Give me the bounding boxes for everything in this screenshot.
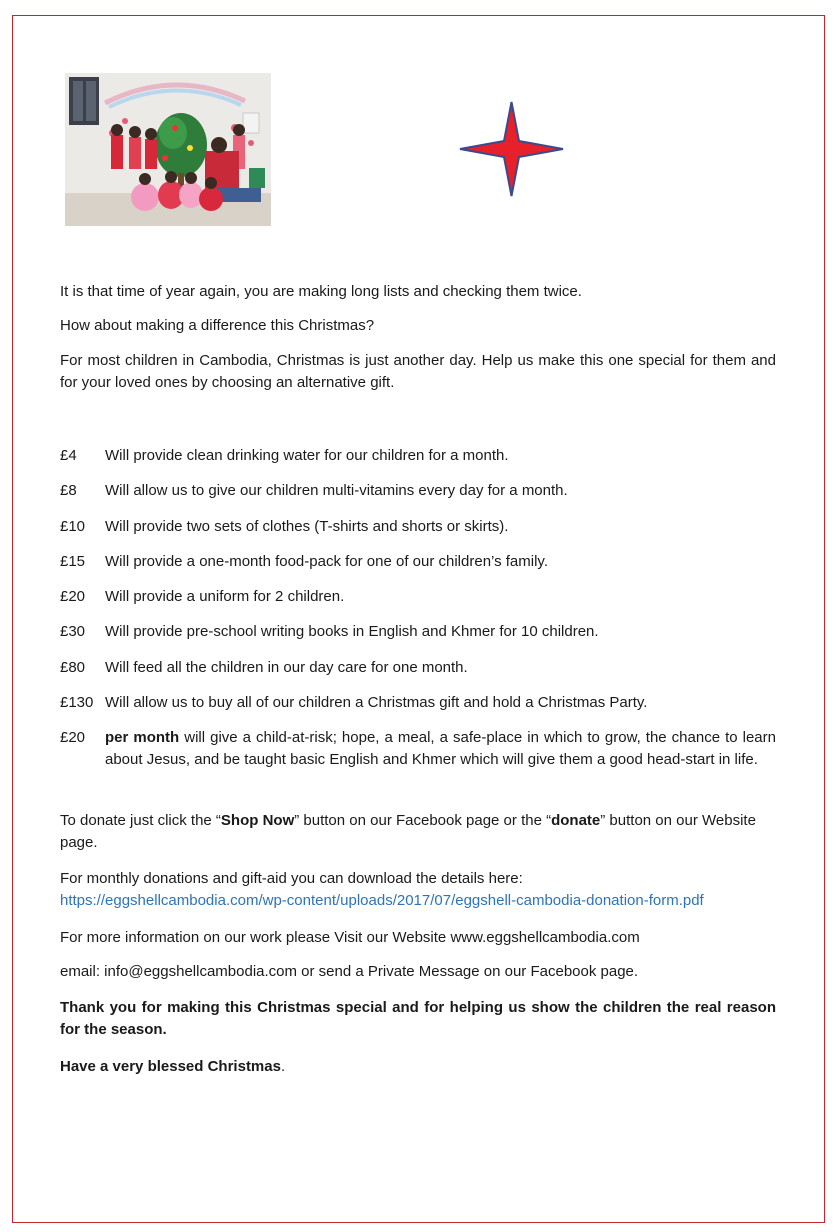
shop-now-label: Shop Now — [220, 812, 295, 829]
donate-paragraph — [60, 810, 780, 854]
star-icon — [459, 101, 564, 197]
gift-amount: £15 — [60, 552, 86, 570]
gift-description: Will provide a uniform for 2 children. — [105, 588, 345, 606]
list-item — [60, 445, 780, 467]
monthly-text: will give a child-at-risk; hope, a meal, a safe-place in which to grow, the chance to learn about Jesus, and be taught basic English and Khmer which will give them a good head-start in life. — [105, 729, 776, 769]
list-item — [60, 692, 780, 714]
gift-amount: £20 — [60, 729, 86, 747]
list-item — [60, 621, 780, 643]
gift-description: Will provide two sets of clothes (T-shirts and shorts or skirts). — [105, 517, 509, 535]
thank-you-paragraph: Thank you for making this Christmas special and for helping us show the children the real reason for the season. — [60, 999, 776, 1038]
monthly-donations-paragraph — [60, 868, 780, 912]
list-item — [60, 516, 780, 538]
per-month-label: per month — [105, 729, 180, 747]
list-item-monthly — [60, 727, 780, 771]
closing-paragraph — [60, 1056, 780, 1078]
children-christmas-photo — [65, 73, 271, 226]
donate-text-post: ” button on our Website page. — [60, 812, 756, 851]
more-info-paragraph: For more information on our work please Visit our Website www.eggshellcambodia.com — [60, 929, 640, 946]
gift-description: Will feed all the children in our day care for one month. — [105, 658, 468, 676]
gift-list — [60, 445, 780, 785]
closing-bold: Have a very blessed Christmas — [60, 1058, 281, 1075]
gift-amount: £30 — [60, 623, 86, 641]
list-item — [60, 586, 780, 608]
gift-description: Will provide clean drinking water for our children for a month. — [105, 447, 509, 464]
gift-description: Will allow us to buy all of our children a Christmas gift and hold a Christmas Party. — [105, 694, 648, 712]
gift-amount: £130 — [60, 694, 94, 712]
intro-line-3: For most children in Cambodia, Christmas is just another day. Help us make this one special for them and for your loved ones by choosing an alternative gift. — [60, 352, 776, 391]
intro-line-2: How about making a difference this Christmas? — [60, 317, 375, 334]
gift-amount: £80 — [60, 658, 86, 676]
gift-amount: £8 — [60, 482, 77, 500]
gift-description: Will provide pre-school writing books in English and Khmer for 10 children. — [105, 623, 599, 641]
gift-amount: £4 — [60, 447, 77, 464]
closing-post: . — [280, 1058, 286, 1075]
gift-description — [105, 727, 780, 771]
gift-amount: £20 — [60, 588, 86, 606]
email-paragraph: email: info@eggshellcambodia.com or send a Private Message on our Facebook page. — [60, 963, 639, 980]
intro-line-1: It is that time of year again, you are making long lists and checking them twice. — [60, 283, 582, 300]
donate-label: donate — [551, 812, 601, 829]
monthly-donations-text: For monthly donations and gift-aid you can download the details here: — [60, 870, 523, 887]
list-item — [60, 480, 780, 502]
list-item — [60, 551, 780, 573]
gift-description: Will allow us to give our children multi-vitamins every day for a month. — [105, 482, 568, 500]
donation-form-link[interactable]: https://eggshellcambodia.com/wp-content/uploads/2017/07/eggshell-cambodia-donation-form.pdf — [60, 892, 704, 909]
donate-text-pre: To donate just click the “ — [60, 812, 221, 829]
gift-description: Will provide a one-month food-pack for one of our children’s family. — [105, 552, 548, 570]
list-item — [60, 657, 780, 679]
gift-amount: £10 — [60, 517, 86, 535]
donate-text-mid: ” button on our Facebook page or the “ — [294, 812, 552, 829]
